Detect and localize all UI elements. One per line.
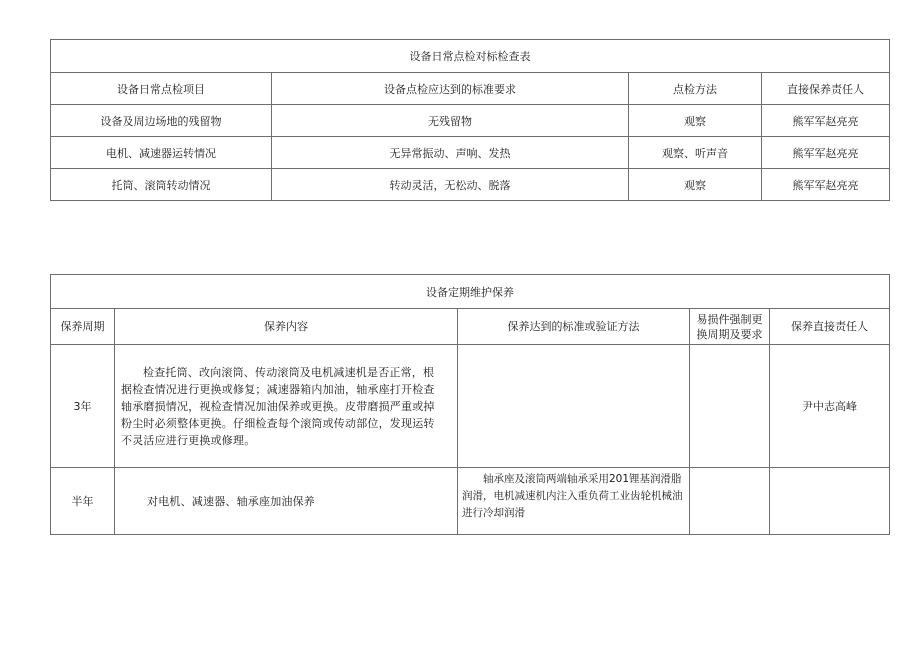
table-row (51, 468, 890, 535)
check-method: 观察、听声音 (629, 137, 762, 169)
maintenance-table (50, 274, 890, 535)
maintenance-header-row (51, 309, 890, 345)
header-standard: 保养达到的标准或验证方法 (458, 309, 690, 345)
header-person: 直接保养责任人 (762, 73, 890, 105)
daily-check-header-row (51, 73, 890, 105)
maintenance-standard-text: 轴承座及滚筒两端轴承采用201锂基润滑脂润滑，电机减速机内注入重负荷工业齿轮机械油进行冷却润滑 (462, 473, 683, 519)
table-row (51, 105, 890, 137)
maintenance-content-text: 检查托筒、改向滚筒、传动滚筒及电机减速机是否正常，根据检查情况进行更换或修复；减速器箱内加油，轴承座打开检查轴承磨损情况，视检查情况加油保养或更换。皮带磨损严重或掉粉尘时必须整体更换。仔细检查每个滚筒或传动部位，发现运转不灵活应进行更换或修理。 (121, 365, 435, 447)
maintenance-parts (690, 345, 770, 468)
maintenance-content (115, 345, 458, 468)
header-method: 点检方法 (629, 73, 762, 105)
check-item: 托筒、滚筒转动情况 (51, 169, 272, 201)
table-row (51, 345, 890, 468)
check-method: 观察 (629, 105, 762, 137)
maintenance-cycle: 3年 (51, 345, 115, 468)
header-cycle: 保养周期 (51, 309, 115, 345)
header-check-item: 设备日常点检项目 (51, 73, 272, 105)
maintenance-title: 设备定期维护保养 (51, 275, 890, 309)
table-row (51, 169, 890, 201)
daily-check-table (50, 39, 890, 201)
header-standard: 设备点检应达到的标准要求 (272, 73, 629, 105)
check-person: 熊军军赵亮亮 (762, 137, 890, 169)
header-parts: 易损件强制更换周期及要求 (690, 309, 770, 345)
check-person: 熊军军赵亮亮 (762, 169, 890, 201)
check-standard: 无异常振动、声响、发热 (272, 137, 629, 169)
check-standard: 转动灵活，无松动、脱落 (272, 169, 629, 201)
header-content: 保养内容 (115, 309, 458, 345)
maintenance-parts (690, 468, 770, 535)
check-method: 观察 (629, 169, 762, 201)
header-person: 保养直接责任人 (770, 309, 890, 345)
check-standard: 无残留物 (272, 105, 629, 137)
maintenance-standard (458, 468, 690, 535)
check-item: 电机、减速器运转情况 (51, 137, 272, 169)
maintenance-content: 对电机、减速器、轴承座加油保养 (115, 468, 458, 535)
check-person: 熊军军赵亮亮 (762, 105, 890, 137)
maintenance-person (770, 468, 890, 535)
table-row (51, 137, 890, 169)
daily-check-title: 设备日常点检对标检查表 (51, 40, 890, 73)
check-item: 设备及周边场地的残留物 (51, 105, 272, 137)
maintenance-standard (458, 345, 690, 468)
maintenance-cycle: 半年 (51, 468, 115, 535)
maintenance-person: 尹中志高峰 (770, 345, 890, 468)
